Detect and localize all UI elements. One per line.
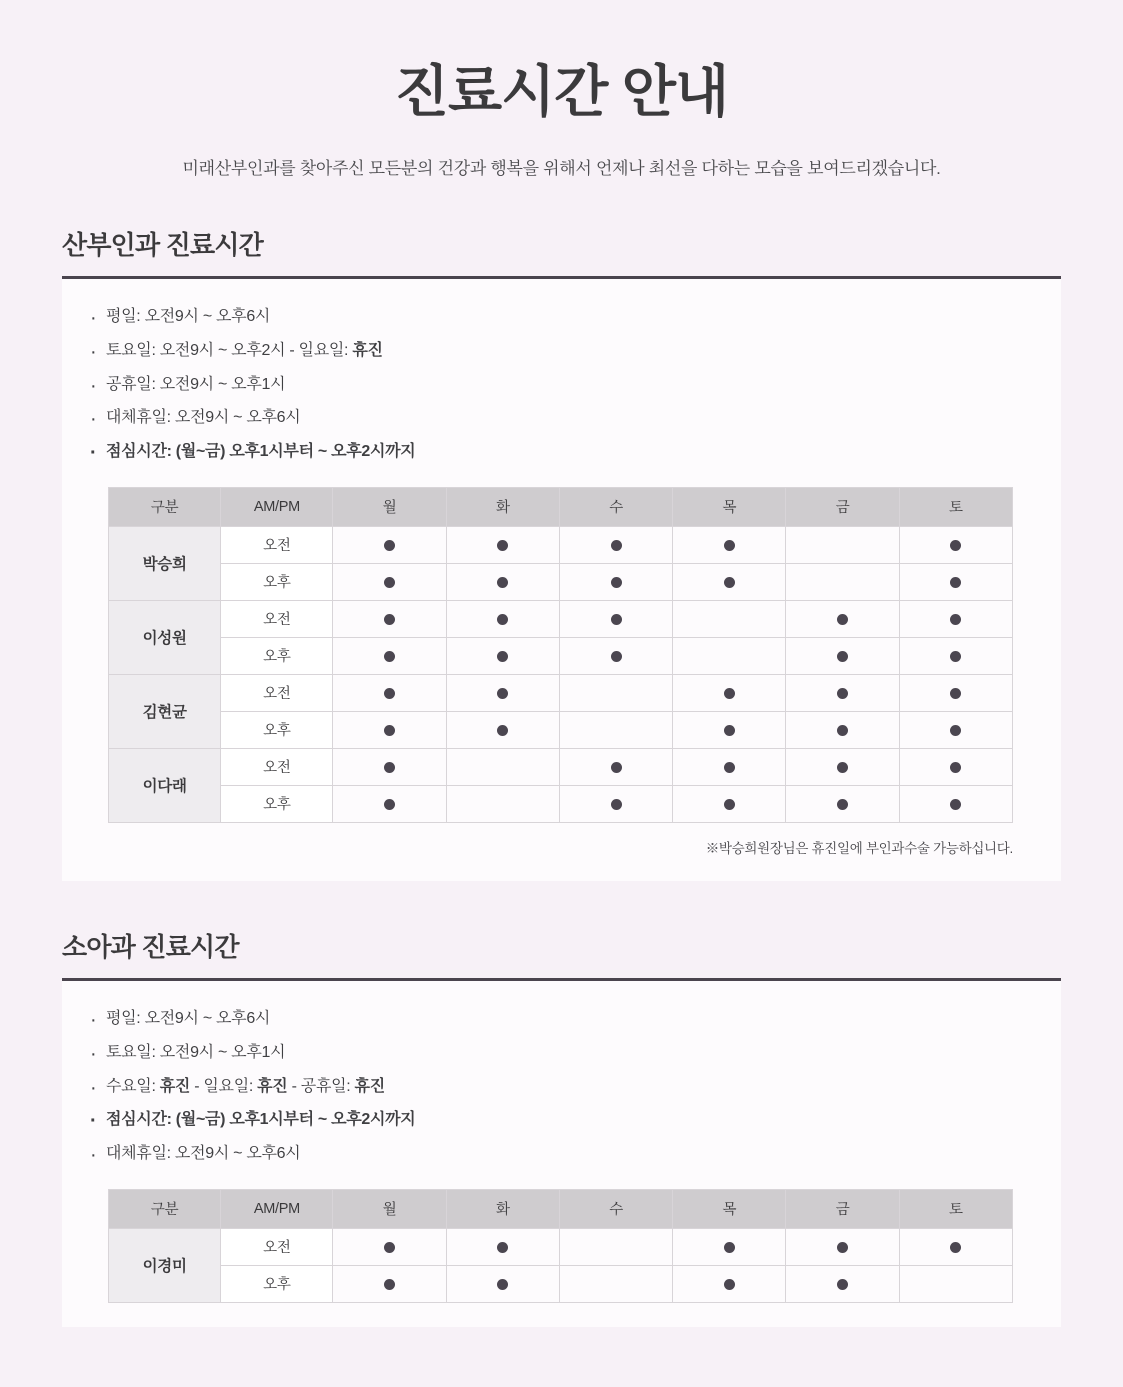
available-dot-icon <box>384 725 395 736</box>
available-dot-icon <box>611 577 622 588</box>
availability-cell <box>899 600 1012 637</box>
schedule-note: ※박승희원장님은 휴진일에 부인과수술 가능하십니다. <box>705 840 1013 856</box>
ampm-cell: 오전 <box>221 674 333 711</box>
hours-info-list <box>62 1007 1061 1167</box>
section-panel <box>62 981 1061 1327</box>
table-row <box>109 748 1013 785</box>
availability-cell <box>333 1228 446 1265</box>
table-header-cell: 목 <box>673 1189 786 1228</box>
availability-cell <box>559 711 672 748</box>
availability-cell <box>786 674 899 711</box>
bottom-spacer <box>0 1327 1123 1387</box>
availability-cell <box>786 1228 899 1265</box>
available-dot-icon <box>837 614 848 625</box>
availability-cell <box>786 1265 899 1302</box>
table-header-cell: 화 <box>446 487 559 526</box>
availability-cell <box>899 563 1012 600</box>
ampm-cell: 오후 <box>221 1265 333 1302</box>
hours-info-item: · 수요일: 휴진 - 일요일: 휴진 - 공휴일: 휴진 <box>86 1075 1061 1100</box>
schedule-section <box>0 225 1123 881</box>
availability-cell <box>899 711 1012 748</box>
availability-cell <box>446 637 559 674</box>
availability-cell <box>899 1265 1012 1302</box>
availability-cell <box>786 526 899 563</box>
available-dot-icon <box>724 688 735 699</box>
table-row <box>109 1265 1013 1302</box>
availability-cell <box>333 600 446 637</box>
ampm-cell: 오후 <box>221 563 333 600</box>
ampm-cell: 오전 <box>221 526 333 563</box>
available-dot-icon <box>384 1242 395 1253</box>
page-subtitle: 미래산부인과를 찾아주신 모든분의 건강과 행복을 위해서 언제나 최선을 다하는 모습을 보여드리겠습니다. <box>182 159 941 178</box>
available-dot-icon <box>950 651 961 662</box>
available-dot-icon <box>384 614 395 625</box>
available-dot-icon <box>950 614 961 625</box>
table-row <box>109 1228 1013 1265</box>
available-dot-icon <box>837 651 848 662</box>
availability-cell <box>673 526 786 563</box>
available-dot-icon <box>837 799 848 810</box>
hours-info-item: · 공휴일: 오전9시 ~ 오후1시 <box>86 373 1061 398</box>
available-dot-icon <box>724 762 735 773</box>
ampm-cell: 오후 <box>221 711 333 748</box>
schedule-table <box>108 487 1013 823</box>
available-dot-icon <box>837 762 848 773</box>
availability-cell <box>673 563 786 600</box>
available-dot-icon <box>611 614 622 625</box>
available-dot-icon <box>950 540 961 551</box>
table-row <box>109 600 1013 637</box>
availability-cell <box>333 563 446 600</box>
availability-cell <box>673 637 786 674</box>
availability-cell <box>786 785 899 822</box>
availability-cell <box>786 748 899 785</box>
availability-cell <box>899 748 1012 785</box>
availability-cell <box>446 785 559 822</box>
available-dot-icon <box>611 799 622 810</box>
table-header-cell: 토 <box>899 487 1012 526</box>
available-dot-icon <box>384 688 395 699</box>
hours-info-item: · 점심시간: (월~금) 오후1시부터 ~ 오후2시까지 <box>86 1108 1061 1133</box>
schedule-section <box>0 927 1123 1327</box>
available-dot-icon <box>497 688 508 699</box>
availability-cell <box>673 1228 786 1265</box>
available-dot-icon <box>384 1279 395 1290</box>
ampm-cell: 오후 <box>221 637 333 674</box>
available-dot-icon <box>611 540 622 551</box>
availability-cell <box>559 748 672 785</box>
hours-info-item: · 토요일: 오전9시 ~ 오후1시 <box>86 1041 1061 1066</box>
table-header-cell: 화 <box>446 1189 559 1228</box>
availability-cell <box>899 785 1012 822</box>
availability-cell <box>559 526 672 563</box>
page-title: 진료시간 안내 <box>394 60 729 123</box>
availability-cell <box>673 1265 786 1302</box>
available-dot-icon <box>724 725 735 736</box>
available-dot-icon <box>384 540 395 551</box>
table-row <box>109 563 1013 600</box>
available-dot-icon <box>950 1242 961 1253</box>
schedule-table <box>108 1189 1013 1303</box>
availability-cell <box>899 1228 1012 1265</box>
available-dot-icon <box>497 1279 508 1290</box>
available-dot-icon <box>837 725 848 736</box>
available-dot-icon <box>950 577 961 588</box>
availability-cell <box>559 785 672 822</box>
availability-cell <box>559 600 672 637</box>
available-dot-icon <box>837 1279 848 1290</box>
availability-cell <box>899 637 1012 674</box>
availability-cell <box>333 674 446 711</box>
available-dot-icon <box>497 614 508 625</box>
available-dot-icon <box>950 688 961 699</box>
doctor-name-cell: 김현균 <box>109 674 221 748</box>
available-dot-icon <box>497 1242 508 1253</box>
table-header-cell: 구분 <box>109 1189 221 1228</box>
table-header-cell: 수 <box>559 1189 672 1228</box>
availability-cell <box>899 526 1012 563</box>
availability-cell <box>333 1265 446 1302</box>
availability-cell <box>333 711 446 748</box>
sections-container <box>0 225 1123 1327</box>
availability-cell <box>786 637 899 674</box>
available-dot-icon <box>497 725 508 736</box>
hours-info-item: · 토요일: 오전9시 ~ 오후2시 - 일요일: 휴진 <box>86 339 1061 364</box>
available-dot-icon <box>611 651 622 662</box>
table-row <box>109 785 1013 822</box>
availability-cell <box>559 563 672 600</box>
hours-info-item: · 점심시간: (월~금) 오후1시부터 ~ 오후2시까지 <box>86 440 1061 465</box>
availability-cell <box>673 600 786 637</box>
available-dot-icon <box>724 540 735 551</box>
hours-info-item: · 대체휴일: 오전9시 ~ 오후6시 <box>86 1142 1061 1167</box>
available-dot-icon <box>724 1242 735 1253</box>
availability-cell <box>786 711 899 748</box>
table-row <box>109 674 1013 711</box>
availability-cell <box>446 563 559 600</box>
availability-cell <box>446 600 559 637</box>
ampm-cell: 오전 <box>221 600 333 637</box>
ampm-cell: 오전 <box>221 748 333 785</box>
doctor-name-cell: 이경미 <box>109 1228 221 1302</box>
availability-cell <box>446 711 559 748</box>
availability-cell <box>446 1265 559 1302</box>
available-dot-icon <box>837 1242 848 1253</box>
ampm-cell: 오후 <box>221 785 333 822</box>
table-header-cell: 금 <box>786 1189 899 1228</box>
availability-cell <box>673 748 786 785</box>
availability-cell <box>559 674 672 711</box>
table-header-cell: 수 <box>559 487 672 526</box>
table-header-cell: 월 <box>333 487 446 526</box>
available-dot-icon <box>497 577 508 588</box>
ampm-cell: 오전 <box>221 1228 333 1265</box>
available-dot-icon <box>497 651 508 662</box>
table-header-row <box>109 1189 1013 1228</box>
availability-cell <box>673 711 786 748</box>
hours-info-item: · 평일: 오전9시 ~ 오후6시 <box>86 305 1061 330</box>
availability-cell <box>333 637 446 674</box>
available-dot-icon <box>497 540 508 551</box>
available-dot-icon <box>950 799 961 810</box>
availability-cell <box>673 785 786 822</box>
table-header-cell: 구분 <box>109 487 221 526</box>
table-header-cell: 금 <box>786 487 899 526</box>
hours-info-item: · 대체휴일: 오전9시 ~ 오후6시 <box>86 406 1061 431</box>
availability-cell <box>559 1265 672 1302</box>
availability-cell <box>446 748 559 785</box>
table-header-cell: 토 <box>899 1189 1012 1228</box>
table-header-cell: 목 <box>673 487 786 526</box>
table-header-cell: 월 <box>333 1189 446 1228</box>
available-dot-icon <box>384 762 395 773</box>
availability-cell <box>899 674 1012 711</box>
table-header-cell: AM/PM <box>221 487 333 526</box>
availability-cell <box>786 563 899 600</box>
availability-cell <box>446 1228 559 1265</box>
table-row <box>109 711 1013 748</box>
availability-cell <box>333 785 446 822</box>
section-panel <box>62 279 1061 881</box>
availability-cell <box>446 674 559 711</box>
table-row <box>109 526 1013 563</box>
availability-cell <box>559 637 672 674</box>
availability-cell <box>673 674 786 711</box>
hours-info-list <box>62 305 1061 465</box>
available-dot-icon <box>384 577 395 588</box>
doctor-name-cell: 박승희 <box>109 526 221 600</box>
doctor-name-cell: 이성원 <box>109 600 221 674</box>
table-header-row <box>109 487 1013 526</box>
available-dot-icon <box>724 799 735 810</box>
table-header-cell: AM/PM <box>221 1189 333 1228</box>
available-dot-icon <box>950 762 961 773</box>
available-dot-icon <box>611 762 622 773</box>
available-dot-icon <box>724 1279 735 1290</box>
available-dot-icon <box>950 725 961 736</box>
hours-info-item: · 평일: 오전9시 ~ 오후6시 <box>86 1007 1061 1032</box>
available-dot-icon <box>724 577 735 588</box>
availability-cell <box>446 526 559 563</box>
section-heading: 소아과 진료시간 <box>62 931 239 962</box>
doctor-name-cell: 이다래 <box>109 748 221 822</box>
available-dot-icon <box>384 651 395 662</box>
available-dot-icon <box>384 799 395 810</box>
availability-cell <box>559 1228 672 1265</box>
availability-cell <box>333 748 446 785</box>
section-heading: 산부인과 진료시간 <box>62 230 263 260</box>
availability-cell <box>786 600 899 637</box>
table-row <box>109 637 1013 674</box>
available-dot-icon <box>837 688 848 699</box>
availability-cell <box>333 526 446 563</box>
